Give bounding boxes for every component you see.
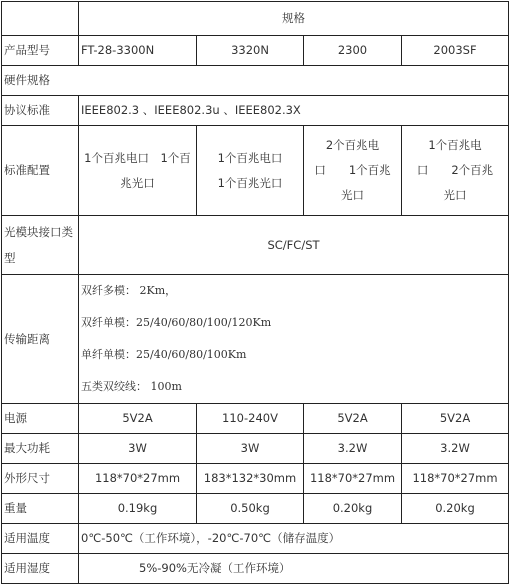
distance-value (79, 275, 509, 404)
config-value-2-line-2: 1个百兆光口 (217, 175, 283, 190)
weight-value-1: 0.19kg (79, 494, 197, 524)
consumption-value-2: 3W (197, 434, 304, 464)
temperature-value: 0℃-50℃（工作环境），-20℃-70℃（储存温度） (79, 524, 509, 554)
config-value-2 (197, 126, 304, 216)
size-value-3: 118*70*27mm (304, 464, 402, 494)
consumption-label: 最大功耗 (2, 434, 79, 464)
config-value-1-line-1: 1个百兆电口 1个百 (84, 150, 191, 165)
consumption-row (2, 434, 509, 464)
power-label: 电源 (2, 404, 79, 434)
power-value-1: 5V2A (79, 404, 197, 434)
size-row (2, 464, 509, 494)
humidity-row (2, 554, 509, 584)
distance-label: 传输距离 (2, 275, 79, 404)
config-value-4-line-1: 1个百兆电 (428, 138, 482, 152)
temperature-row (2, 524, 509, 554)
model-row (2, 36, 509, 66)
model-value-1: FT-28-3300N (79, 36, 197, 66)
model-value-2: 3320N (197, 36, 304, 66)
header-row (2, 2, 509, 36)
config-value-4-line-2: 口 2个百兆 (416, 163, 494, 177)
temperature-label: 适用温度 (2, 524, 79, 554)
header-title: 规格 (79, 2, 509, 36)
protocol-label: 协议标准 (2, 96, 79, 126)
distance-line-4: 五类双绞线： 100m (81, 380, 182, 393)
size-label: 外形尺寸 (2, 464, 79, 494)
weight-label: 重量 (2, 494, 79, 524)
weight-row (2, 494, 509, 524)
config-value-3 (304, 126, 402, 216)
spec-table (1, 1, 509, 584)
config-value-3-line-2: 口 1个百兆 (314, 163, 391, 177)
consumption-value-4: 3.2W (402, 434, 509, 464)
hardware-label: 硬件规格 (2, 66, 509, 96)
config-value-3-line-1: 2个百兆电 (325, 138, 380, 152)
power-value-4: 5V2A (402, 404, 509, 434)
power-row (2, 404, 509, 434)
distance-row (2, 275, 509, 404)
weight-value-4: 0.20kg (402, 494, 509, 524)
config-row (2, 126, 509, 216)
model-label: 产品型号 (2, 36, 79, 66)
size-value-4: 118*70*27mm (402, 464, 509, 494)
config-value-2-line-1: 1个百兆电口 (217, 150, 283, 165)
module-row (2, 216, 509, 275)
weight-value-3: 0.20kg (304, 494, 402, 524)
config-value-1 (79, 126, 197, 216)
module-label: 光模块接口类型 (2, 216, 79, 275)
size-value-1: 118*70*27mm (79, 464, 197, 494)
config-label: 标准配置 (2, 126, 79, 216)
weight-value-2: 0.50kg (197, 494, 304, 524)
distance-line-3: 单纤单模：25/40/60/80/100Km (81, 348, 247, 361)
consumption-value-3: 3.2W (304, 434, 402, 464)
consumption-value-1: 3W (79, 434, 197, 464)
config-value-1-line-2: 兆光口 (120, 175, 155, 190)
protocol-value: IEEE802.3 、IEEE802.3u 、IEEE802.3X (79, 96, 509, 126)
power-value-2: 110-240V (197, 404, 304, 434)
config-value-4-line-3: 光口 (443, 188, 467, 202)
power-value-3: 5V2A (304, 404, 402, 434)
config-value-3-line-3: 光口 (341, 188, 364, 202)
config-value-4 (402, 126, 509, 216)
humidity-value: 5%-90%无冷凝（工作环境） (79, 554, 509, 584)
humidity-label: 适用湿度 (2, 554, 79, 584)
protocol-row (2, 96, 509, 126)
model-value-4: 2003SF (402, 36, 509, 66)
size-value-2: 183*132*30mm (197, 464, 304, 494)
header-empty-cell (2, 2, 79, 36)
hardware-row (2, 66, 509, 96)
distance-line-1: 双纤多模： 2Km， (81, 284, 177, 297)
module-value: SC/FC/ST (79, 216, 509, 275)
distance-line-2: 双纤单模：25/40/60/80/100/120Km (81, 316, 272, 329)
model-value-3: 2300 (304, 36, 402, 66)
